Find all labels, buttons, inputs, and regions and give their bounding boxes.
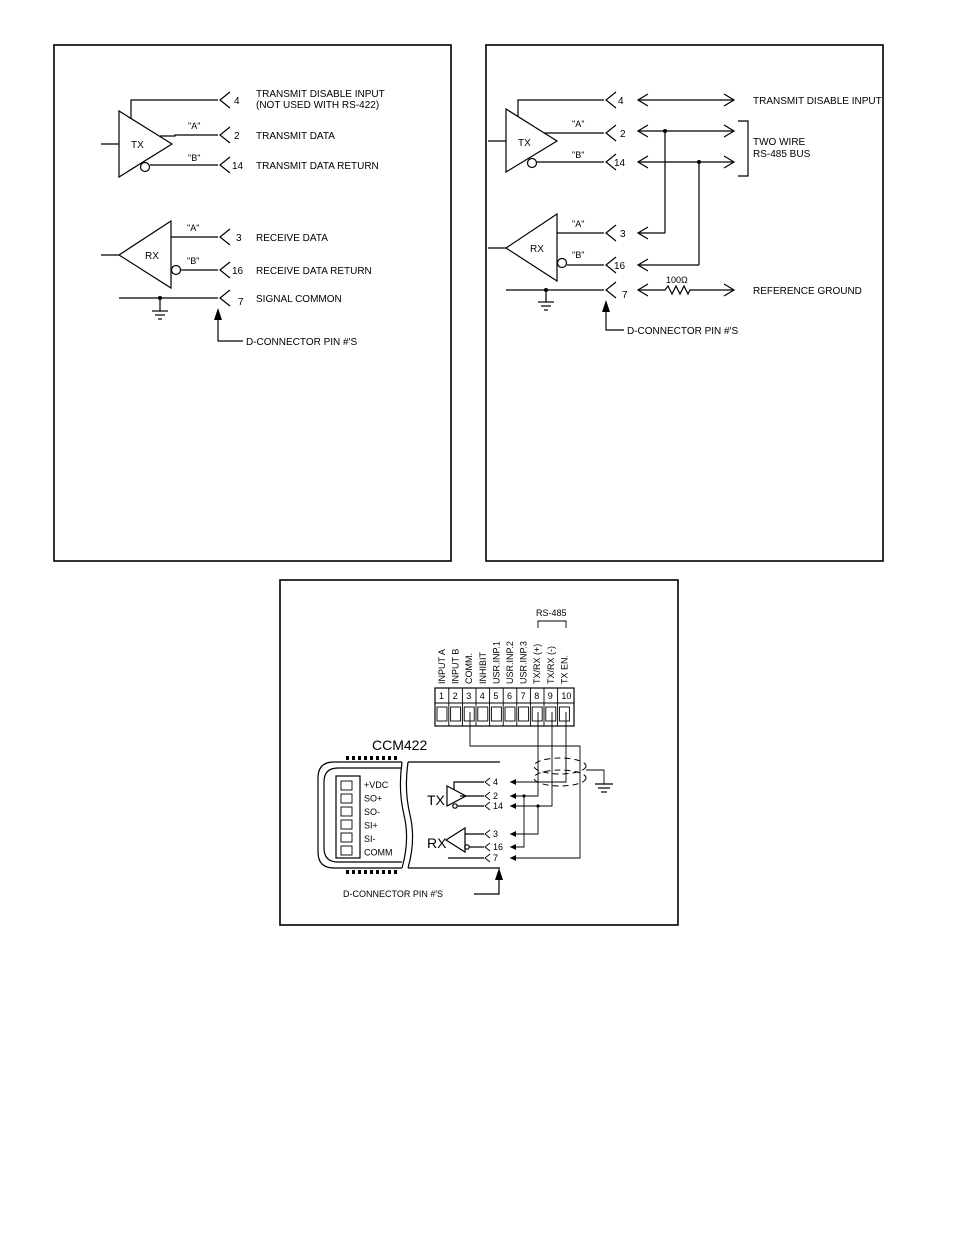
terminal-number-9: 9	[547, 691, 553, 701]
tx-b-label: "B"	[572, 150, 585, 160]
reference-ground-double-arrow	[638, 284, 734, 296]
resistor-value-label: 100Ω	[666, 275, 688, 285]
terminal-label-3: COMM.	[464, 653, 475, 684]
terminal-labels	[437, 641, 569, 684]
module-bottom-teeth	[346, 870, 397, 874]
bus-bracket	[738, 121, 748, 176]
terminal-number-6: 6	[507, 691, 513, 701]
rs422-panel	[54, 45, 451, 561]
rs485-label: RS-485	[536, 608, 567, 618]
tx-inverter-bubble	[528, 159, 537, 168]
rs485-panel	[486, 45, 883, 561]
terminal-label-9: TX/RX (-)	[545, 646, 556, 684]
terminal-number-4: 4	[479, 691, 485, 701]
two-wire-label: TWO WIRE	[753, 137, 806, 148]
rs485-bracket	[538, 621, 566, 628]
module-connector-pins	[341, 781, 352, 855]
terminal-label-1: INPUT A	[437, 649, 447, 684]
rx-receiver-triangle	[446, 828, 465, 852]
pin-7-number: 7	[493, 853, 499, 863]
rs485-panel-frame	[486, 45, 883, 561]
terminal-number-1: 1	[439, 691, 445, 701]
terminal-number-7: 7	[520, 691, 526, 701]
d-connector-label: D-CONNECTOR PIN #'S	[343, 889, 444, 899]
terminal-label-4: INHIBIT	[477, 651, 488, 684]
pin-16-connector	[220, 262, 230, 278]
terminal-label-2: INPUT B	[450, 648, 461, 684]
rs485-bus-label: RS-485 BUS	[753, 149, 811, 160]
module-pin-label-1: +VDC	[364, 780, 389, 790]
terminal-label-8: TX/RX (+)	[532, 643, 543, 684]
terminal-label-6: USR.INP.2	[505, 641, 515, 684]
pin-2-number: 2	[493, 791, 499, 801]
pin-3-connector	[220, 229, 230, 245]
tx-label: TX	[518, 138, 531, 149]
pin-4-connector	[606, 92, 616, 108]
ground-symbol	[152, 311, 168, 319]
terminal-screw-8[interactable]	[532, 707, 542, 721]
module-pin-label-6: COMM	[364, 847, 393, 858]
terminal-screw-3[interactable]	[464, 707, 474, 721]
terminal-number-5: 5	[493, 691, 499, 701]
pin-16-number: 16	[614, 261, 626, 272]
rx-b-label: "B"	[187, 256, 200, 266]
terminal-label-5: USR.INP.1	[491, 641, 502, 684]
terminal-number-3: 3	[466, 691, 472, 701]
module-pin-labels	[364, 780, 393, 858]
pin-4-number: 4	[493, 777, 499, 787]
not-used-label: (NOT USED WITH RS-422)	[256, 100, 380, 111]
module-pin-label-2: SO+	[364, 793, 383, 804]
pin-7-connector	[220, 290, 230, 306]
terminal-screw-6[interactable]	[505, 707, 515, 721]
pin-7-connector	[606, 282, 616, 298]
pin-4-number: 4	[234, 96, 240, 107]
tx-a-label: "A"	[572, 119, 585, 129]
signal-common-label: SIGNAL COMMON	[256, 294, 342, 305]
pin-7-number: 7	[622, 290, 628, 301]
rx-b-label: "B"	[572, 250, 585, 260]
pin-4-connector	[220, 92, 230, 108]
terminal-screw-2[interactable]	[451, 707, 461, 721]
pin-3-connector	[606, 225, 616, 241]
terminal-screw-10[interactable]	[559, 707, 569, 721]
rx-label: RX	[145, 251, 159, 262]
tx-inverter-bubble	[141, 163, 150, 172]
transmit-data-label: TRANSMIT DATA	[256, 131, 335, 142]
rx-a-arrow	[638, 227, 665, 239]
terminal-screw-5[interactable]	[491, 707, 501, 721]
reference-ground-label: REFERENCE GROUND	[753, 286, 862, 297]
d-connector-chevrons	[485, 778, 490, 862]
tx-a-label: "A"	[188, 121, 201, 131]
ccm422-panel-frame	[280, 580, 678, 925]
pin-16-number: 16	[493, 842, 504, 852]
ccm422-panel	[280, 580, 678, 925]
bus-a-double-arrow	[638, 125, 734, 137]
tx-driver-triangle	[119, 111, 172, 177]
pin-2-connector	[606, 125, 616, 141]
pin-7-number: 7	[238, 297, 244, 308]
pin-3-number: 3	[236, 233, 242, 244]
earth-ground-symbol	[595, 784, 613, 792]
tx-label: TX	[131, 140, 144, 151]
terminal-cells	[437, 688, 571, 726]
rx-label: RX	[427, 835, 447, 851]
terminal-number-8: 8	[534, 691, 540, 701]
ground-symbol	[538, 302, 554, 310]
rx-inverter-bubble	[172, 266, 181, 275]
rx-inverter-bubble	[558, 259, 567, 268]
pin-14-number: 14	[232, 161, 244, 172]
rs422-panel-frame	[54, 45, 451, 561]
pin-2-number: 2	[620, 129, 626, 140]
terminal-label-7: USR.INP.3	[518, 641, 529, 684]
tx-b-label: "B"	[188, 153, 201, 163]
module-pin-label-3: SO-	[364, 807, 381, 817]
transmit-disable-label: TRANSMIT DISABLE INPUT	[256, 89, 385, 100]
terminal-number-2: 2	[452, 691, 458, 701]
tx-label: TX	[427, 792, 445, 808]
pin-14-number: 14	[493, 801, 504, 811]
d-connector-label: D-CONNECTOR PIN #'S	[627, 326, 739, 337]
transmit-disable-label: TRANSMIT DISABLE INPUT	[753, 96, 882, 107]
wiring	[470, 712, 580, 861]
terminal-screw-1[interactable]	[437, 707, 447, 721]
terminal-screw-9[interactable]	[546, 707, 556, 721]
pin-3-number: 3	[620, 229, 626, 240]
transmit-disable-double-arrow	[638, 94, 734, 106]
pin-14-number: 14	[614, 158, 626, 169]
pin-3-number: 3	[493, 829, 499, 839]
rx-a-label: "A"	[572, 219, 585, 229]
rx-a-label: "A"	[187, 223, 200, 233]
receive-data-label: RECEIVE DATA	[256, 233, 328, 244]
cable-shield	[534, 758, 586, 774]
terminal-label-10: TX EN.	[559, 654, 570, 684]
module-top-teeth	[346, 756, 397, 760]
module-title: CCM422	[372, 737, 428, 753]
d-connector-label: D-CONNECTOR PIN #'S	[246, 337, 358, 348]
module-pin-label-5: SI-	[364, 834, 376, 844]
module-pin-label-4: SI+	[364, 820, 378, 831]
rx-b-arrow	[638, 259, 699, 271]
pin-14-connector	[220, 157, 230, 173]
terminal-screw-7[interactable]	[519, 707, 529, 721]
pin-4-number: 4	[618, 96, 624, 107]
pin-2-connector	[220, 127, 230, 143]
receive-data-return-label: RECEIVE DATA RETURN	[256, 266, 372, 277]
terminal-number-10: 10	[561, 691, 572, 701]
pin-16-number: 16	[232, 266, 244, 277]
pin-2-number: 2	[234, 131, 240, 142]
rx-label: RX	[530, 244, 544, 255]
transmit-data-return-label: TRANSMIT DATA RETURN	[256, 161, 379, 172]
terminal-screw-4[interactable]	[478, 707, 488, 721]
bus-b-double-arrow	[638, 156, 734, 168]
